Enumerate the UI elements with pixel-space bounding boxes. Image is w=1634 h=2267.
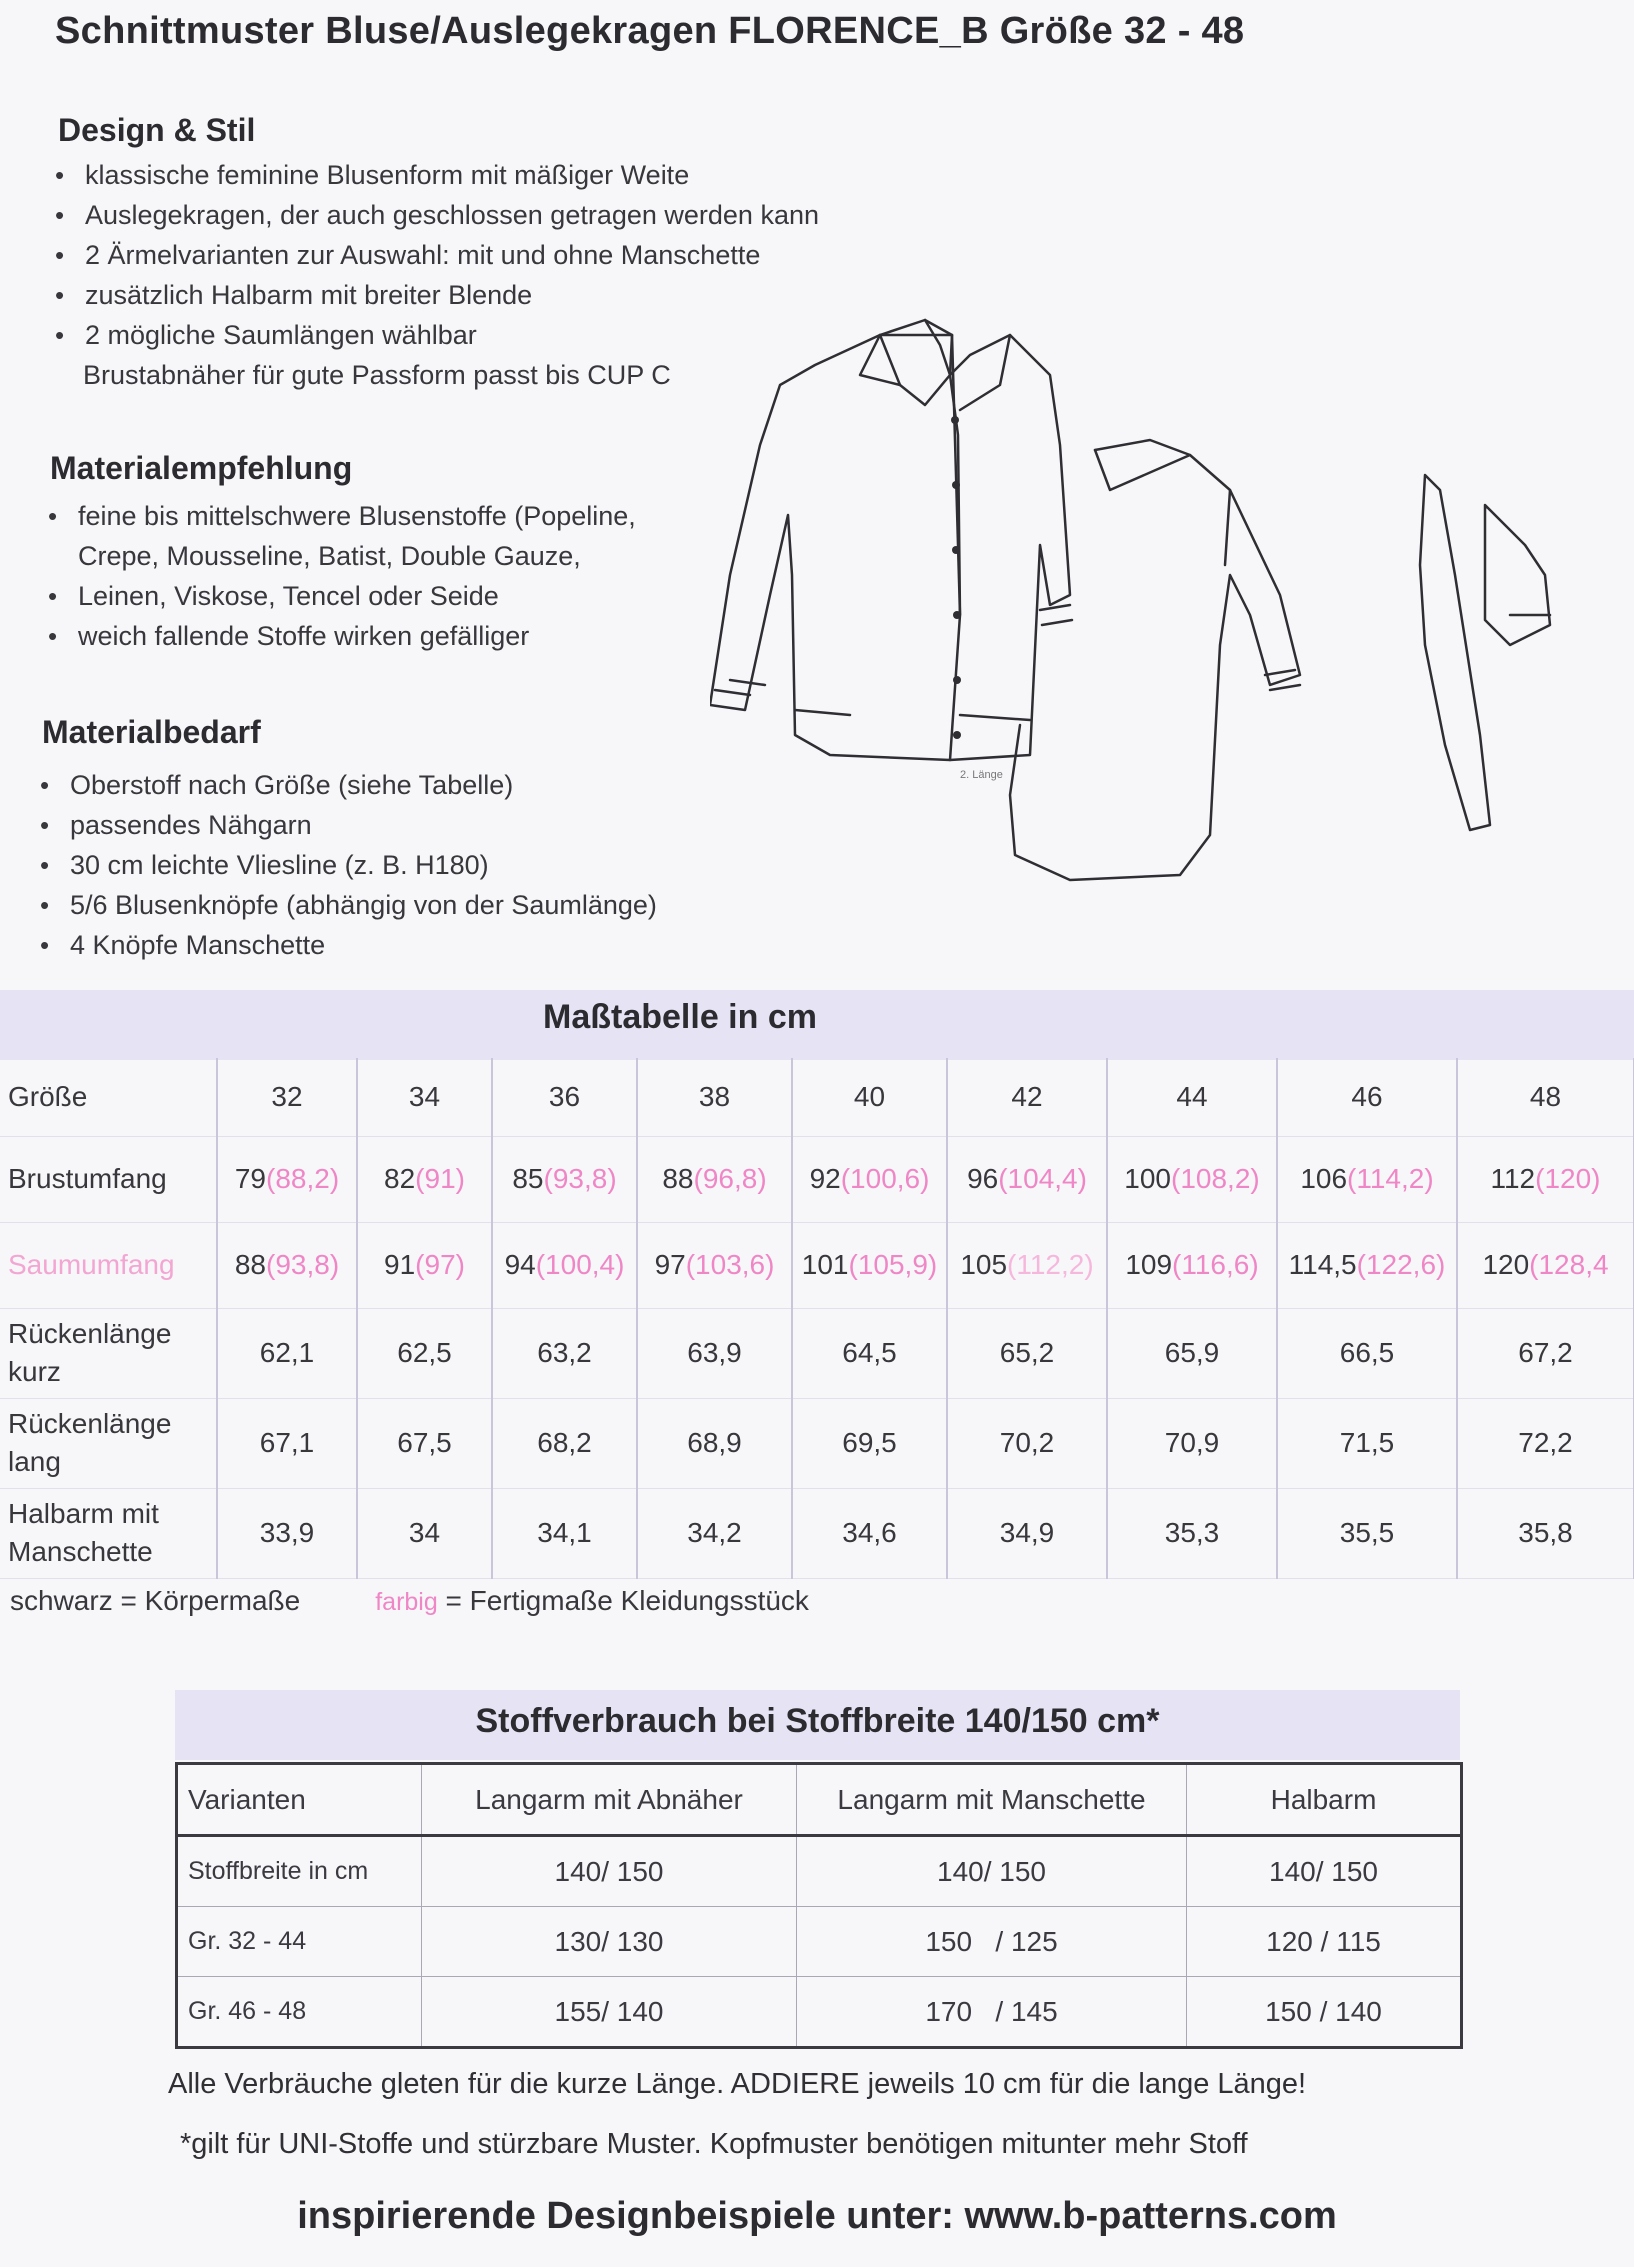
table-row	[177, 1764, 1462, 1836]
fabric-cell: 140/ 150	[797, 1836, 1187, 1907]
hb-cell: 35,8	[1457, 1488, 1634, 1578]
fabric-header: Langarm mit Abnäher	[422, 1764, 797, 1836]
fabric-header: Halbarm	[1187, 1764, 1462, 1836]
brust-cell: 82(91)	[357, 1136, 492, 1222]
rl-cell: 70,2	[947, 1398, 1107, 1488]
fabric-row-label: Stoffbreite in cm	[177, 1836, 422, 1907]
design-heading: Design & Stil	[58, 112, 256, 148]
saum-cell: 114,5(122,6)	[1277, 1222, 1457, 1308]
saum-cell: 101(105,9)	[792, 1222, 947, 1308]
size-cell: 40	[792, 1058, 947, 1136]
rl-label: Rückenlänge lang	[0, 1398, 217, 1488]
consumption-note: Alle Verbräuche gleten für die kurze Länge. ADDIERE jeweils 10 cm für die lange Länge!	[168, 2068, 1307, 2100]
list-item: • Oberstoff nach Größe (siehe Tabelle)	[40, 765, 657, 805]
size-cell: 42	[947, 1058, 1107, 1136]
masstabelle-title: Maßtabelle in cm	[543, 998, 817, 1036]
bedarf-heading: Materialbedarf	[42, 714, 261, 750]
fabric-footnote: *gilt für UNI-Stoffe und stürzbare Muster. Kopfmuster benötigen mitunter mehr Stoff	[180, 2128, 1248, 2160]
fabric-cell: 120 / 115	[1187, 1907, 1462, 1977]
brust-label: Brustumfang	[0, 1136, 217, 1222]
page-title: Schnittmuster Bluse/Auslegekragen FLORENCE_B Größe 32 - 48	[55, 10, 1245, 52]
blouse-technical-drawing	[710, 315, 1630, 895]
list-item: • 2 mögliche Saumlängen wählbar	[55, 315, 819, 355]
brust-cell: 106(114,2)	[1277, 1136, 1457, 1222]
rk-cell: 66,5	[1277, 1308, 1457, 1398]
design-list	[55, 155, 819, 395]
brust-cell: 85(93,8)	[492, 1136, 637, 1222]
brust-cell: 79(88,2)	[217, 1136, 357, 1222]
rk-cell: 63,2	[492, 1308, 637, 1398]
saum-label: Saumumfang	[0, 1222, 217, 1308]
table-row	[177, 1836, 1462, 1907]
rk-cell: 62,1	[217, 1308, 357, 1398]
bedarf-list	[40, 765, 657, 965]
list-item: • Leinen, Viskose, Tencel oder Seide	[48, 576, 636, 616]
saum-cell: 105(112,2)	[947, 1222, 1107, 1308]
list-item: Brustabnäher für gute Passform passt bis CUP C	[83, 360, 671, 390]
rk-cell: 62,5	[357, 1308, 492, 1398]
saum-cell: 94(100,4)	[492, 1222, 637, 1308]
hb-label: Halbarm mit Manschette	[0, 1488, 217, 1578]
rk-cell: 63,9	[637, 1308, 792, 1398]
table-row	[0, 1308, 1634, 1398]
fabric-cell: 140/ 150	[422, 1836, 797, 1907]
rl-cell: 70,9	[1107, 1398, 1277, 1488]
list-item: • 30 cm leichte Vliesline (z. B. H180)	[40, 845, 657, 885]
rk-cell: 64,5	[792, 1308, 947, 1398]
fabric-header: Varianten	[177, 1764, 422, 1836]
fabric-cell: 170 / 145	[797, 1977, 1187, 2048]
rk-cell: 67,2	[1457, 1308, 1634, 1398]
hb-cell: 34,6	[792, 1488, 947, 1578]
fabric-cell: 155/ 140	[422, 1977, 797, 2048]
size-cell: 34	[357, 1058, 492, 1136]
drawing-length-label: 2. Länge	[960, 769, 1003, 781]
hb-cell: 33,9	[217, 1488, 357, 1578]
size-cell: 46	[1277, 1058, 1457, 1136]
table-row	[177, 1977, 1462, 2048]
saum-cell: 88(93,8)	[217, 1222, 357, 1308]
list-item: • 5/6 Blusenknöpfe (abhängig von der Saumlänge)	[40, 885, 657, 925]
list-item: • 2 Ärmelvarianten zur Auswahl: mit und ohne Manschette	[55, 235, 819, 275]
brust-cell: 92(100,6)	[792, 1136, 947, 1222]
fabric-header: Langarm mit Manschette	[797, 1764, 1187, 1836]
rl-cell: 71,5	[1277, 1398, 1457, 1488]
hb-cell: 34,1	[492, 1488, 637, 1578]
rl-cell: 68,2	[492, 1398, 637, 1488]
list-item: • 4 Knöpfe Manschette	[40, 925, 657, 965]
saum-cell: 109(116,6)	[1107, 1222, 1277, 1308]
rl-cell: 67,5	[357, 1398, 492, 1488]
size-table	[0, 1058, 1634, 1579]
list-item: • Auslegekragen, der auch geschlossen getragen werden kann	[55, 195, 819, 235]
list-item: • feine bis mittelschwere Blusenstoffe (Popeline,	[48, 496, 636, 536]
fabric-table	[175, 1762, 1463, 2049]
rk-label: Rückenlänge kurz	[0, 1308, 217, 1398]
brust-cell: 96(104,4)	[947, 1136, 1107, 1222]
saum-cell: 120(128,4	[1457, 1222, 1634, 1308]
fabric-cell: 140/ 150	[1187, 1836, 1462, 1907]
table-row	[0, 1398, 1634, 1488]
color-legend: schwarz = Körpermaße farbig = Fertigmaße Kleidungsstück	[10, 1585, 809, 1616]
material-heading: Materialempfehlung	[50, 450, 353, 486]
brust-cell: 100(108,2)	[1107, 1136, 1277, 1222]
saum-cell: 97(103,6)	[637, 1222, 792, 1308]
table-row	[0, 1488, 1634, 1578]
hb-cell: 34,2	[637, 1488, 792, 1578]
rl-cell: 67,1	[217, 1398, 357, 1488]
material-list	[48, 496, 636, 656]
fabric-row-label: Gr. 46 - 48	[177, 1977, 422, 2048]
saum-cell: 91(97)	[357, 1222, 492, 1308]
brust-cell: 112(120)	[1457, 1136, 1634, 1222]
table-row	[0, 1136, 1634, 1222]
size-cell: 36	[492, 1058, 637, 1136]
list-item: • passendes Nähgarn	[40, 805, 657, 845]
fabric-row-label: Gr. 32 - 44	[177, 1907, 422, 1977]
size-cell: 48	[1457, 1058, 1634, 1136]
size-label: Größe	[0, 1058, 217, 1136]
rk-cell: 65,9	[1107, 1308, 1277, 1398]
rk-cell: 65,2	[947, 1308, 1107, 1398]
hb-cell: 35,5	[1277, 1488, 1457, 1578]
rl-cell: 69,5	[792, 1398, 947, 1488]
rl-cell: 72,2	[1457, 1398, 1634, 1488]
table-row	[177, 1907, 1462, 1977]
size-cell: 44	[1107, 1058, 1277, 1136]
fabric-cell: 130/ 130	[422, 1907, 797, 1977]
fabric-cell: 150 / 140	[1187, 1977, 1462, 2048]
rl-cell: 68,9	[637, 1398, 792, 1488]
list-item: • zusätzlich Halbarm mit breiter Blende	[55, 275, 819, 315]
list-item: • weich fallende Stoffe wirken gefälliger	[48, 616, 636, 656]
list-item: Crepe, Mousseline, Batist, Double Gauze,	[78, 541, 581, 571]
hb-cell: 34	[357, 1488, 492, 1578]
brust-cell: 88(96,8)	[637, 1136, 792, 1222]
size-cell: 38	[637, 1058, 792, 1136]
hb-cell: 34,9	[947, 1488, 1107, 1578]
stoff-title: Stoffverbrauch bei Stoffbreite 140/150 cm*	[475, 1702, 1160, 1740]
table-row	[0, 1058, 1634, 1136]
fabric-cell: 150 / 125	[797, 1907, 1187, 1977]
hb-cell: 35,3	[1107, 1488, 1277, 1578]
table-row	[0, 1222, 1634, 1308]
size-cell: 32	[217, 1058, 357, 1136]
website-footer: inspirierende Designbeispiele unter: www.b-patterns.com	[297, 2195, 1337, 2237]
list-item: • klassische feminine Blusenform mit mäßiger Weite	[55, 155, 819, 195]
